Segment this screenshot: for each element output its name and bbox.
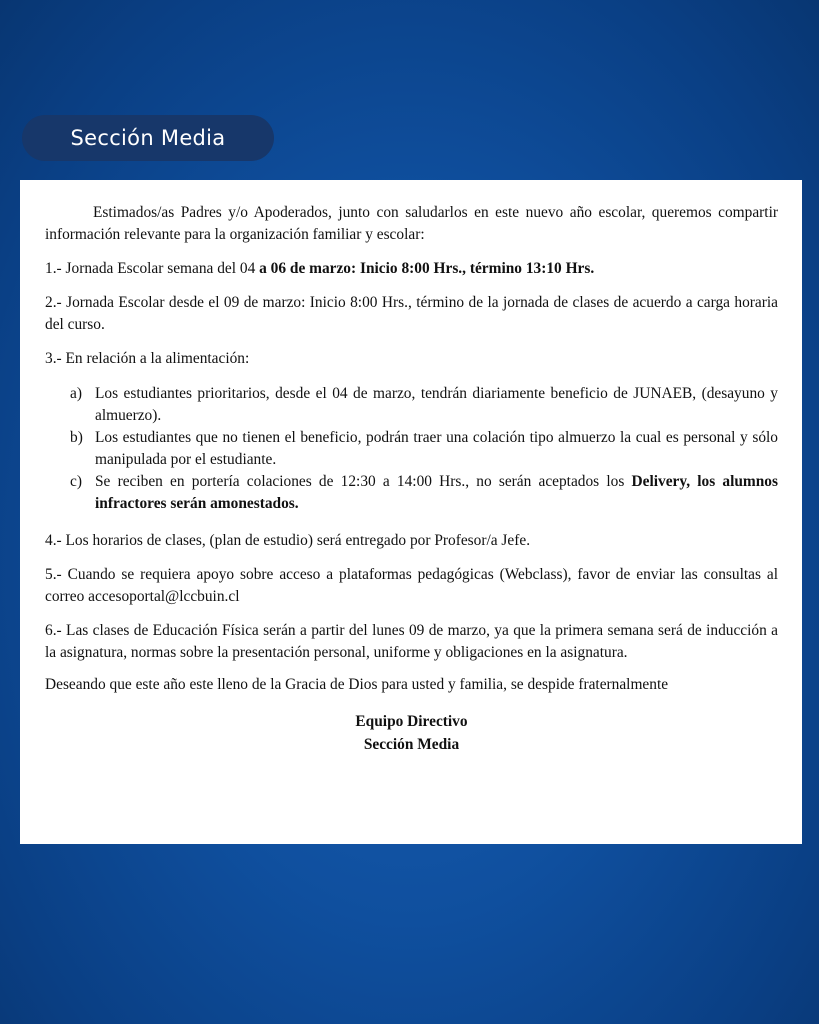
sublist-marker-a: a) bbox=[70, 385, 82, 402]
sublist-item-a bbox=[45, 383, 778, 427]
sublist-item-b bbox=[45, 427, 778, 471]
item-1-emphasis: a 06 de marzo: Inicio 8:00 Hrs., término 13:10 Hrs. bbox=[255, 260, 595, 277]
closing-paragraph: Deseando que este año este lleno de la Gracia de Dios para usted y familia, se despide fraternalmente bbox=[45, 676, 669, 693]
item-3-heading: 3.- En relación a la alimentación: bbox=[45, 350, 250, 367]
signature-line-team: Equipo Directivo bbox=[355, 713, 468, 730]
letter-intro: Estimados/as Padres y/o Apoderados, junto con saludarlos en este nuevo año escolar, queremos compartir información relevante para la organización familiar y escolar: bbox=[45, 204, 778, 243]
sublist-text-a: Los estudiantes prioritarios, desde el 04 de marzo, tendrán diariamente beneficio de JUNAEB, (desayuno y almuerzo). bbox=[95, 385, 778, 424]
item-5: 5.- Cuando se requiera apoyo sobre acceso a plataformas pedagógicas (Webclass), favor de enviar las consultas al correo accesoportal@lccbuin.cl bbox=[45, 566, 778, 605]
item-1 bbox=[45, 258, 778, 280]
letter-document bbox=[20, 180, 802, 844]
sublist-item-c bbox=[45, 471, 778, 515]
sublist-text-c: Se reciben en portería colaciones de 12:30 a 14:00 Hrs., no serán aceptados los bbox=[95, 473, 632, 490]
signature-line-section: Sección Media bbox=[363, 736, 460, 753]
sublist-marker-c: c) bbox=[70, 473, 82, 490]
sublist-emphasis-c: Delivery, los alumnos infractores serán amonestados. bbox=[95, 473, 778, 512]
feeding-sublist bbox=[45, 383, 778, 515]
sublist-marker-b: b) bbox=[70, 429, 83, 446]
section-title-pill: Sección Media bbox=[22, 115, 274, 161]
signature-block bbox=[45, 710, 778, 756]
item-2: 2.- Jornada Escolar desde el 09 de marzo: Inicio 8:00 Hrs., término de la jornada de clases de acuerdo a carga horaria del curso. bbox=[45, 294, 778, 333]
sublist-text-b: Los estudiantes que no tienen el beneficio, podrán traer una colación tipo almuerzo la cual es personal y sólo manipulada por el estudiante. bbox=[95, 429, 778, 468]
item-6: 6.- Las clases de Educación Física serán a partir del lunes 09 de marzo, ya que la primera semana será de inducción a la asignatura, normas sobre la presentación personal, uniforme y obligaciones en la asignatura. bbox=[45, 622, 778, 661]
item-4: 4.- Los horarios de clases, (plan de estudio) será entregado por Profesor/a Jefe. bbox=[45, 532, 531, 549]
item-1-text: 1.- Jornada Escolar semana del 04 bbox=[45, 260, 256, 277]
